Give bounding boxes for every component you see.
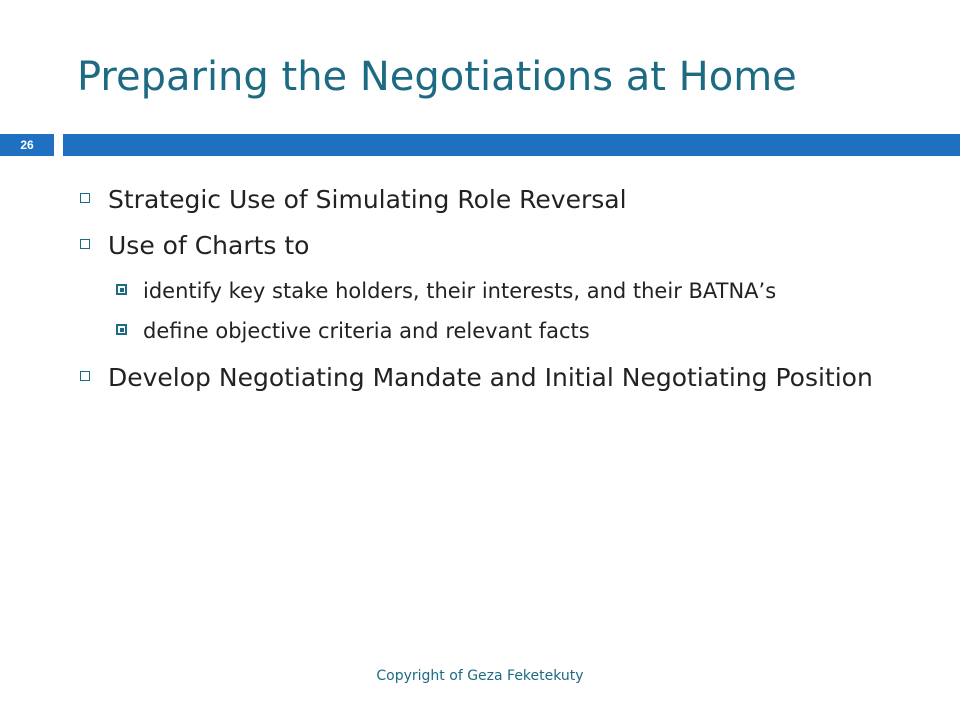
copyright-footer: Copyright of Geza Feketekuty [376,668,584,684]
title-rule [63,134,960,156]
bullet-item [80,177,920,223]
bullet-item [80,223,920,269]
sub-bullet-item [80,315,920,347]
square-bullet-icon [80,371,90,381]
filled-square-bullet-icon [116,324,127,335]
bullet-list [80,177,920,401]
sub-bullet-item [80,275,920,307]
slide-number: 26 [20,138,34,152]
bullet-text: Strategic Use of Simulating Role Reversal [108,185,627,214]
bullet-text: Develop Negotiating Mandate and Initial Negotiating Position [108,363,873,392]
bullet-text: Use of Charts to [108,231,310,260]
bullet-item [80,355,920,401]
square-bullet-icon [80,193,90,203]
slide-title: Preparing the Negotiations at Home [77,54,797,100]
sub-bullet-text: define objective criteria and relevant facts [143,319,590,343]
square-bullet-icon [80,239,90,249]
sub-bullet-text: identify key stake holders, their interests, and their BATNA’s [143,279,777,303]
filled-square-bullet-icon [116,284,127,295]
